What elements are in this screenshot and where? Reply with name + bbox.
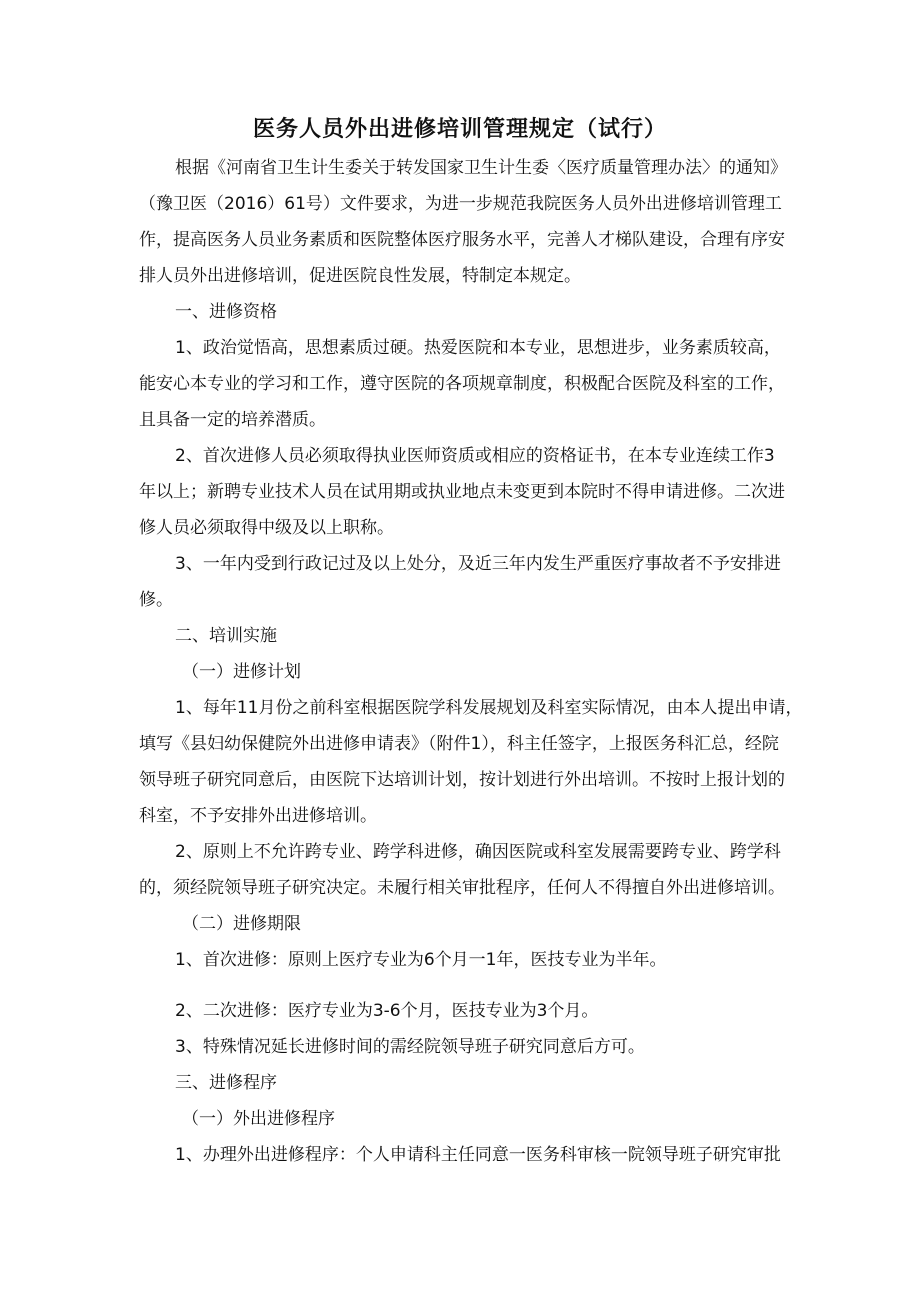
section-heading: 一、进修资格 — [175, 302, 277, 322]
section-heading: 三、进修程序 — [175, 1073, 277, 1093]
paragraph-line: 1、政治觉悟高，思想素质过硬。热爱医院和本专业，思想进步，业务素质较高， — [175, 338, 781, 358]
paragraph-line: 1、首次进修：原则上医疗专业为6个月一1年，医技专业为半年。 — [175, 950, 667, 970]
paragraph-line: 1、办理外出进修程序：个人申请科主任同意一医务科审核一院领导班子研究审批 — [175, 1145, 781, 1165]
paragraph-line: 且具备一定的培养潜质。 — [139, 410, 326, 430]
paragraph-line: 修人员必须取得中级及以上职称。 — [139, 518, 394, 538]
subsection-heading: （一）进修计划 — [182, 662, 301, 682]
subsection-heading: （二）进修期限 — [182, 914, 301, 934]
paragraph-line: 根据《河南省卫生计生委关于转发国家卫生计生委〈医疗质量管理办法〉的通知》 — [175, 158, 787, 178]
paragraph-line: 3、特殊情况延长进修时间的需经院领导班子研究同意后方可。 — [175, 1037, 645, 1057]
section-heading: 二、培训实施 — [175, 626, 277, 646]
paragraph-line: 2、首次进修人员必须取得执业医师资质或相应的资格证书，在本专业连续工作3 — [175, 446, 775, 466]
paragraph-line: 领导班子研究同意后，由医院下达培训计划，按计划进行外出培训。不按时上报计划的 — [139, 770, 785, 790]
paragraph-line: 的，须经院领导班子研究决定。未履行相关审批程序，任何人不得擅自外出进修培训。 — [139, 878, 785, 898]
paragraph-line: 作，提高医务人员业务素质和医院整体医疗服务水平，完善人才梯队建设，合理有序安 — [139, 230, 785, 250]
paragraph-line: 年以上；新聘专业技术人员在试用期或执业地点未变更到本院时不得申请进修。二次进 — [139, 482, 785, 502]
paragraph-line: （豫卫医（2016）61号）文件要求，为进一步规范我院医务人员外出进修培训管理工 — [139, 194, 782, 214]
paragraph-line: 修。 — [139, 590, 173, 610]
paragraph-line: 2、二次进修：医疗专业为3-6个月，医技专业为3个月。 — [175, 1001, 599, 1021]
paragraph-line: 3、一年内受到行政记过及以上处分，及近三年内发生严重医疗事故者不予安排进 — [175, 554, 781, 574]
subsection-heading: （一）外出进修程序 — [182, 1109, 335, 1129]
paragraph-line: 填写《县妇幼保健院外出进修申请表》（附件1），科主任签字，上报医务科汇总，经院 — [139, 734, 779, 754]
paragraph-line: 能安心本专业的学习和工作，遵守医院的各项规章制度，积极配合医院及科室的工作， — [139, 374, 785, 394]
paragraph-line: 2、原则上不允许跨专业、跨学科进修，确因医院或科室发展需要跨专业、跨学科 — [175, 842, 781, 862]
paragraph-line: 排人员外出进修培训，促进医院良性发展，特制定本规定。 — [139, 266, 581, 286]
paragraph-line: 科室，不予安排外出进修培训。 — [139, 806, 377, 826]
document-title: 医务人员外出进修培训管理规定（试行） — [252, 117, 667, 142]
paragraph-line: 1、每年11月份之前科室根据医院学科发展规划及科室实际情况，由本人提出申请， — [175, 698, 803, 718]
